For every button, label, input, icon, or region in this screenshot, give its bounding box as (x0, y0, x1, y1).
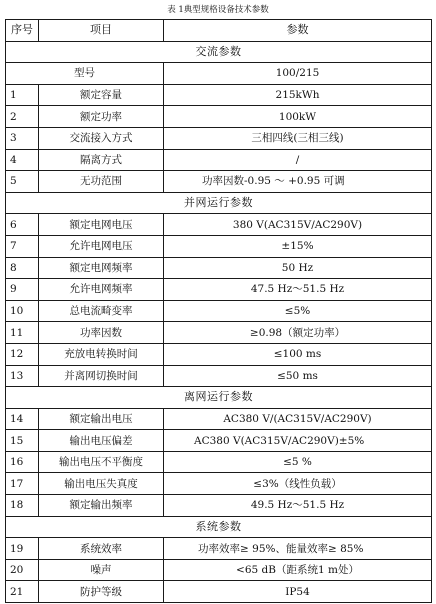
no-cell: 8 (6, 257, 39, 279)
header-item: 项目 (39, 20, 164, 42)
param-cell: / (164, 149, 432, 171)
table-row (6, 581, 432, 603)
table-row (6, 279, 432, 301)
param-cell: 功率因数-0.95 ～ +0.95 可调 (164, 171, 432, 193)
table-row (6, 300, 432, 322)
item-cell: 隔离方式 (39, 149, 164, 171)
param-cell: ≤5% (164, 300, 432, 322)
table-row (6, 430, 432, 452)
no-cell: 4 (6, 149, 39, 171)
table-row (6, 235, 432, 257)
table-row (6, 322, 432, 344)
section-row (6, 192, 432, 214)
table-row (6, 473, 432, 495)
param-cell: IP54 (164, 581, 432, 603)
table-row (6, 408, 432, 430)
item-cell: 额定输出频率 (39, 495, 164, 517)
item-cell: 输出电压偏差 (39, 430, 164, 452)
no-cell: 14 (6, 408, 39, 430)
param-cell: 380 V(AC315V/AC290V) (164, 214, 432, 236)
param-cell: 100kW (164, 106, 432, 128)
no-cell: 11 (6, 322, 39, 344)
item-cell: 额定输出电压 (39, 408, 164, 430)
param-cell: 功率效率≥ 95%、能量效率≥ 85% (164, 538, 432, 560)
no-cell: 18 (6, 495, 39, 517)
table-row (6, 451, 432, 473)
param-cell: AC380 V/(AC315V/AC290V) (164, 408, 432, 430)
table-row (6, 559, 432, 581)
item-cell: 额定电网电压 (39, 214, 164, 236)
no-cell: 7 (6, 235, 39, 257)
spec-table-body (6, 20, 432, 603)
section-title: 系统参数 (6, 516, 432, 538)
table-row (6, 257, 432, 279)
table-row (6, 343, 432, 365)
no-cell: 17 (6, 473, 39, 495)
param-cell: ≤50 ms (164, 365, 432, 387)
param-cell: ±15% (164, 235, 432, 257)
no-cell: 15 (6, 430, 39, 452)
item-cell: 额定功率 (39, 106, 164, 128)
section-title: 并网运行参数 (6, 192, 432, 214)
section-row (6, 387, 432, 409)
param-cell: ≤3%（线性负载） (164, 473, 432, 495)
no-cell: 5 (6, 171, 39, 193)
table-row (6, 149, 432, 171)
header-param: 参数 (164, 20, 432, 42)
item-cell: 输出电压失真度 (39, 473, 164, 495)
item-cell: 总电流畸变率 (39, 300, 164, 322)
table-header-row (6, 20, 432, 42)
table-row (6, 171, 432, 193)
table-row (6, 63, 432, 85)
item-cell: 输出电压不平衡度 (39, 451, 164, 473)
param-cell: ≤100 ms (164, 343, 432, 365)
no-cell: 6 (6, 214, 39, 236)
param-cell: AC380 V(AC315V/AC290V)±5% (164, 430, 432, 452)
no-cell: 20 (6, 559, 39, 581)
table-row (6, 538, 432, 560)
table-row (6, 365, 432, 387)
no-cell: 9 (6, 279, 39, 301)
no-cell: 13 (6, 365, 39, 387)
no-cell: 10 (6, 300, 39, 322)
item-cell: 允许电网频率 (39, 279, 164, 301)
no-cell: 2 (6, 106, 39, 128)
item-cell: 交流接入方式 (39, 127, 164, 149)
item-cell: 额定电网频率 (39, 257, 164, 279)
item-cell: 功率因数 (39, 322, 164, 344)
section-title: 离网运行参数 (6, 387, 432, 409)
item-cell: 噪声 (39, 559, 164, 581)
no-cell: 3 (6, 127, 39, 149)
no-cell: 16 (6, 451, 39, 473)
no-cell: 21 (6, 581, 39, 603)
param-cell: 215kWh (164, 84, 432, 106)
param-cell: ≥0.98（额定功率） (164, 322, 432, 344)
param-cell: 100/215 (164, 63, 432, 85)
item-cell: 系统效率 (39, 538, 164, 560)
no-cell: 19 (6, 538, 39, 560)
section-row (6, 41, 432, 63)
table-row (6, 214, 432, 236)
item-cell: 防护等级 (39, 581, 164, 603)
spec-table (5, 19, 432, 603)
table-caption: 表 1典型规格设备技术参数 (167, 5, 269, 15)
item-cell: 并离网切换时间 (39, 365, 164, 387)
section-row (6, 516, 432, 538)
table-row (6, 495, 432, 517)
table-row (6, 106, 432, 128)
item-cell: 无功范围 (39, 171, 164, 193)
item-cell: 允许电网电压 (39, 235, 164, 257)
param-cell: 47.5 Hz～51.5 Hz (164, 279, 432, 301)
item-cell: 充放电转换时间 (39, 343, 164, 365)
param-cell: 三相四线(三相三线) (164, 127, 432, 149)
header-no: 序号 (6, 20, 39, 42)
section-title: 交流参数 (6, 41, 432, 63)
item-cell: 型号 (6, 63, 164, 85)
no-cell: 12 (6, 343, 39, 365)
param-cell: ≤5 % (164, 451, 432, 473)
table-row (6, 84, 432, 106)
param-cell: <65 dB（距系统1 m处） (164, 559, 432, 581)
item-cell: 额定容量 (39, 84, 164, 106)
table-row (6, 127, 432, 149)
no-cell: 1 (6, 84, 39, 106)
param-cell: 50 Hz (164, 257, 432, 279)
param-cell: 49.5 Hz～51.5 Hz (164, 495, 432, 517)
